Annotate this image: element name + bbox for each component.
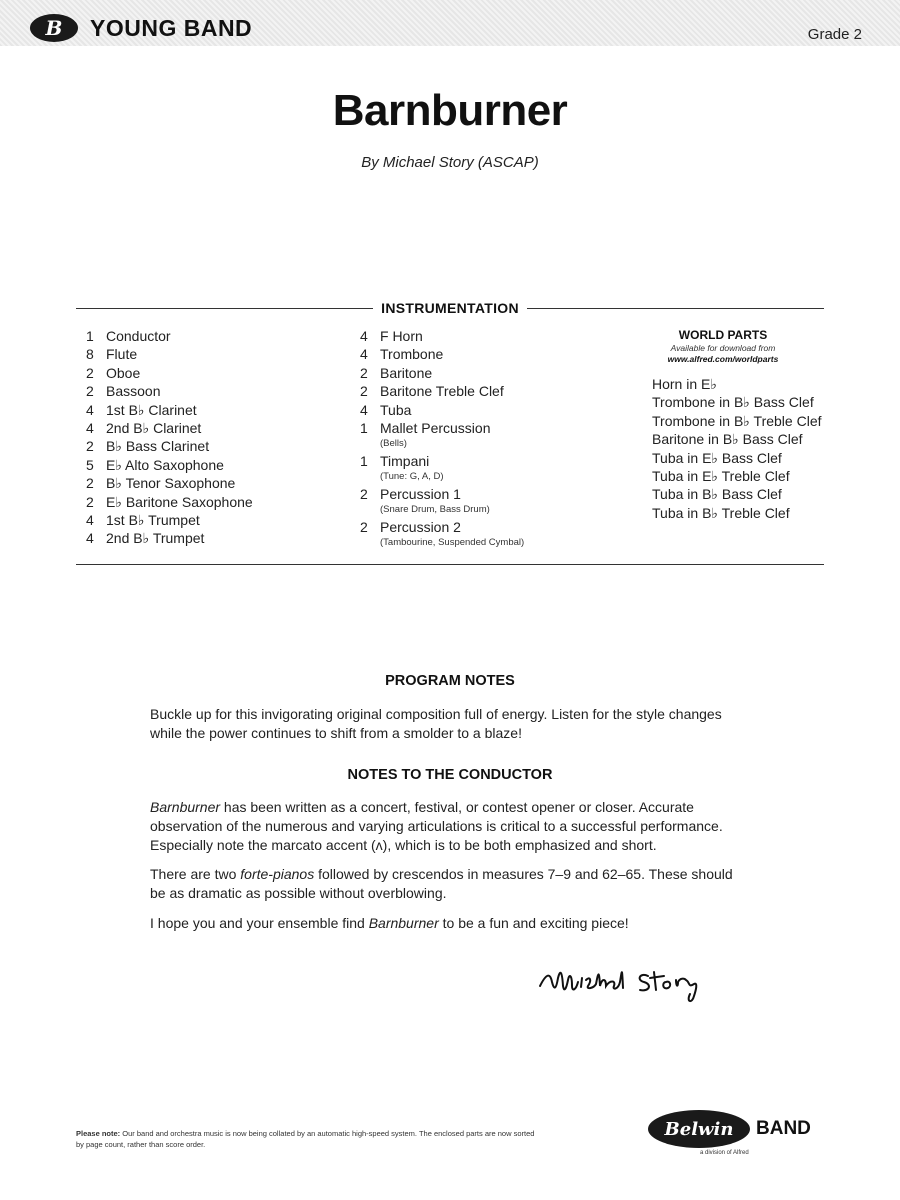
belwin-band-logo: Belwin BAND xyxy=(648,1110,811,1148)
instrument-quantity: 2 xyxy=(360,364,368,381)
instrument-quantity: 4 xyxy=(86,401,94,418)
instrument-name: E♭ Baritone Saxophone xyxy=(106,493,253,510)
instrument-name: F Horn xyxy=(380,328,423,344)
instrument-quantity: 4 xyxy=(360,328,368,344)
instrument-row xyxy=(86,456,253,474)
world-parts-subtitle: Available for download from xyxy=(670,343,776,353)
divider xyxy=(76,308,373,309)
instrument-quantity: 1 xyxy=(360,452,368,469)
instrument-row xyxy=(360,345,524,363)
instrument-quantity: 2 xyxy=(360,383,368,400)
series-name: YOUNG BAND xyxy=(90,14,253,41)
instrument-list-column-2 xyxy=(360,327,524,551)
divider xyxy=(76,564,824,565)
world-parts-box xyxy=(652,328,826,522)
instrument-name: Baritone Treble Clef xyxy=(380,383,504,400)
world-part-item: Baritone in B♭ Bass Clef xyxy=(652,431,803,448)
instrument-row xyxy=(86,401,253,419)
conductor-notes-heading: NOTES TO THE CONDUCTOR xyxy=(347,767,553,783)
world-parts-title: WORLD PARTS xyxy=(678,328,768,342)
conductor-paragraph-3: I hope you and your ensemble find Barnburner to be a fun and exciting piece! xyxy=(150,915,629,931)
instrument-list-column-1 xyxy=(86,327,253,548)
instrument-name: Percussion 1 xyxy=(380,485,461,502)
publisher-division: a division of Alfred xyxy=(700,1150,749,1156)
instrument-row xyxy=(360,419,524,437)
world-part-item: Tuba in B♭ Bass Clef xyxy=(652,486,782,503)
instrument-name: Trombone xyxy=(380,346,444,363)
instrument-row xyxy=(86,364,253,382)
conductor-paragraph-2: There are two forte-pianos followed by crescendos in measures 7–9 and 62–65. These should be as dramatic as possible without overblowing. xyxy=(150,866,733,901)
instrument-quantity: 4 xyxy=(86,530,94,547)
instrument-row xyxy=(360,327,524,345)
instrument-name: 1st B♭ Clarinet xyxy=(106,401,197,418)
instrument-quantity: 2 xyxy=(86,364,94,381)
instrument-quantity: 5 xyxy=(86,456,94,473)
instrument-row xyxy=(86,529,253,547)
instrument-row xyxy=(86,345,253,363)
instrument-quantity: 2 xyxy=(86,493,94,510)
instrument-quantity: 1 xyxy=(86,328,94,344)
instrument-name: Oboe xyxy=(106,364,141,381)
instrument-quantity: 4 xyxy=(86,420,94,437)
collation-footnote: Please note: Our band and orchestra music is now being collated by an automatic high-speed system. The enclosed parts are now sorted by page count, rather than score order. xyxy=(76,1129,535,1149)
instrument-name: Baritone xyxy=(380,364,433,381)
instrument-quantity: 4 xyxy=(86,512,94,529)
instrument-quantity: 2 xyxy=(360,485,368,502)
instrument-name: Flute xyxy=(106,346,138,363)
instrument-row xyxy=(360,485,524,503)
instrument-quantity: 2 xyxy=(86,438,94,455)
instrument-name: Tuba xyxy=(380,401,412,418)
instrument-name: Conductor xyxy=(106,328,171,344)
instrument-row xyxy=(86,419,253,437)
instrument-row xyxy=(86,382,253,400)
world-part-item: Horn in E♭ xyxy=(652,376,717,392)
instrument-quantity: 8 xyxy=(86,346,94,363)
instrument-row xyxy=(360,518,524,536)
instrument-name: B♭ Tenor Saxophone xyxy=(106,475,236,492)
composer-byline: By Michael Story (ASCAP) xyxy=(361,154,539,171)
instrument-note: (Bells) xyxy=(380,438,407,450)
belwin-logo-icon: Belwin xyxy=(648,1110,750,1148)
program-notes-text: Buckle up for this invigorating original composition full of energy. Listen for the style changes while the power continues to shift from a smolder to a blaze! xyxy=(150,706,722,741)
instrument-name: Bassoon xyxy=(106,383,161,400)
young-band-logo xyxy=(30,14,252,42)
instrument-name: 2nd B♭ Clarinet xyxy=(106,420,202,437)
instrument-note: (Snare Drum, Bass Drum) xyxy=(380,504,490,516)
instrument-row xyxy=(360,452,524,470)
instrument-quantity: 2 xyxy=(86,383,94,400)
instrument-row xyxy=(86,474,253,492)
world-part-item: Trombone in B♭ Bass Clef xyxy=(652,394,814,411)
instrument-name: B♭ Bass Clarinet xyxy=(106,438,210,455)
conductor-paragraph-1: Barnburner has been written as a concert, festival, or contest opener or closer. Accurate observation of the numerous and varying articulations is critical to a successful performance. Especially note the marcato accent (ʌ), which is to be both emphasized and short. xyxy=(150,799,723,853)
instrument-row xyxy=(360,382,524,400)
instrument-row xyxy=(86,493,253,511)
instrument-row xyxy=(360,401,524,419)
program-notes-heading: PROGRAM NOTES xyxy=(385,673,515,689)
world-part-item: Tuba in E♭ Treble Clef xyxy=(652,468,790,485)
instrument-name: Percussion 2 xyxy=(380,518,461,535)
world-part-item: Tuba in E♭ Bass Clef xyxy=(652,449,782,466)
instrument-name: E♭ Alto Saxophone xyxy=(106,456,224,473)
instrument-note: (Tambourine, Suspended Cymbal) xyxy=(380,537,525,549)
instrument-name: 1st B♭ Trumpet xyxy=(106,512,200,529)
instrument-quantity: 4 xyxy=(360,401,368,418)
instrument-quantity: 2 xyxy=(86,475,94,492)
instrument-row xyxy=(360,364,524,382)
world-parts-url: www.alfred.com/worldparts xyxy=(667,354,779,364)
world-parts-list xyxy=(652,375,826,522)
instrumentation-heading: INSTRUMENTATION xyxy=(76,300,824,316)
instrument-note: (Tune: G, A, D) xyxy=(380,471,444,483)
world-part-item: Trombone in B♭ Treble Clef xyxy=(652,412,822,429)
divider xyxy=(527,308,824,309)
composer-signature xyxy=(536,960,736,1008)
page-title: Barnburner xyxy=(332,86,568,135)
instrument-row xyxy=(86,327,253,345)
world-part-item: Tuba in B♭ Treble Clef xyxy=(652,504,790,521)
instrument-name: Mallet Percussion xyxy=(380,420,491,437)
instrument-row xyxy=(86,511,253,529)
instrument-row xyxy=(86,437,253,455)
instrument-quantity: 2 xyxy=(360,518,368,535)
belwin-b-logo-icon: B xyxy=(30,14,78,42)
instrument-quantity: 1 xyxy=(360,420,368,437)
instrument-quantity: 4 xyxy=(360,346,368,363)
grade-label: Grade 2 xyxy=(807,26,862,43)
instrument-name: Timpani xyxy=(380,452,430,469)
instrument-name: 2nd B♭ Trumpet xyxy=(106,530,205,547)
